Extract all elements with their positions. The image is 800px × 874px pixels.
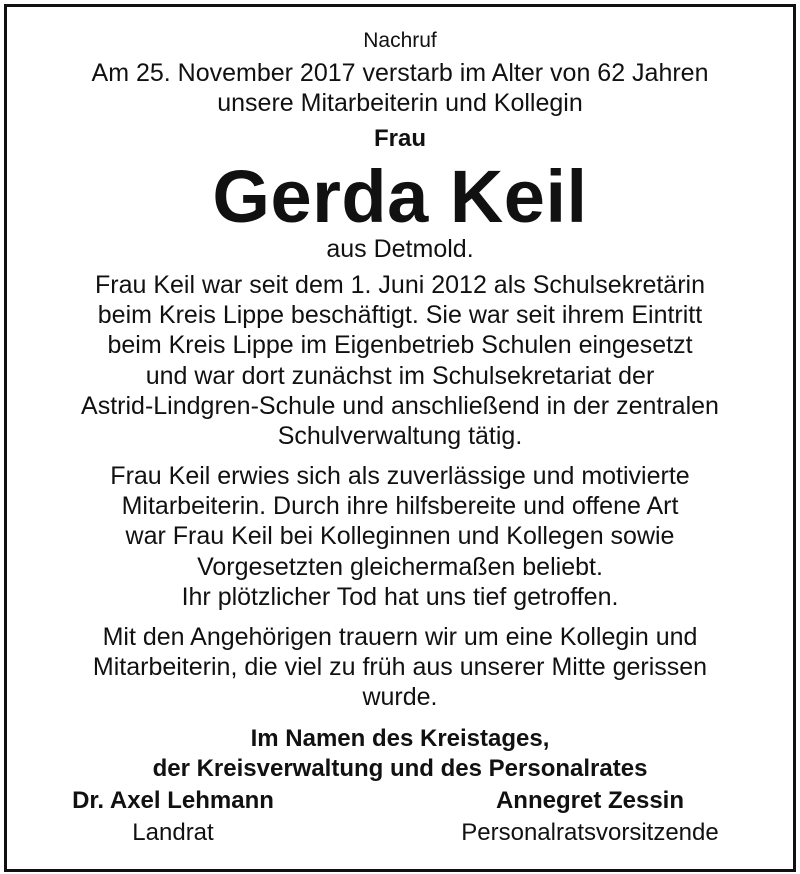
paragraph-line: Mitarbeiterin, die viel zu früh aus unserer Mitte gerissen [92, 653, 708, 682]
intro-text [0, 58, 800, 118]
paragraph-line: Ihr plötzlicher Tod hat uns tief getroffen. [181, 582, 619, 611]
signatory-name: Dr. Axel Lehmann [72, 787, 274, 814]
paragraph-tribute [0, 461, 800, 612]
origin: aus Detmold. [326, 235, 474, 263]
paragraph-line: beim Kreis Lippe beschäftigt. Sie war seit ihrem Eintritt [97, 301, 703, 330]
signatory-name: Annegret Zessin [495, 787, 685, 814]
paragraph-line: beim Kreis Lippe im Eigenbetrieb Schulen eingesetzt [107, 331, 693, 360]
paragraph-career [0, 270, 800, 451]
paragraph-line: war Frau Keil bei Kolleginnen und Kollegen sowie [125, 522, 675, 551]
paragraph-condolence [0, 622, 800, 713]
intro-line: Am 25. November 2017 verstarb im Alter von 62 Jahren [91, 59, 709, 87]
notice-heading: Nachruf [363, 29, 437, 52]
deceased-name: Gerda Keil [212, 155, 588, 238]
closing-statement [0, 724, 800, 784]
closing-line: Im Namen des Kreistages, [250, 725, 550, 752]
paragraph-line: Astrid-Lindgren-Schule und anschließend in der zentralen [81, 391, 719, 420]
paragraph-line: Schulverwaltung tätig. [277, 422, 523, 451]
signatory-personalrat [430, 786, 750, 848]
paragraph-line: Frau Keil war seit dem 1. Juni 2012 als Schulsekretärin [94, 271, 705, 299]
intro-line: unsere Mitarbeiterin und Kollegin [217, 89, 583, 117]
signatory-role: Landrat [132, 819, 214, 846]
paragraph-line: Frau Keil erwies sich als zuverlässige und motivierte [110, 462, 690, 490]
paragraph-line: wurde. [362, 683, 438, 712]
paragraph-line: Mit den Angehörigen trauern wir um eine Kollegin und [102, 623, 698, 651]
paragraph-line: und war dort zunächst im Schulsekretariat der [145, 361, 655, 390]
paragraph-line: Vorgesetzten gleichermaßen beliebt. [197, 552, 603, 581]
signatory-role: Personalratsvorsitzende [461, 819, 719, 846]
closing-line: der Kreisverwaltung und des Personalrates [152, 755, 648, 782]
signatory-landrat [38, 786, 308, 848]
salutation: Frau [373, 125, 426, 152]
paragraph-line: Mitarbeiterin. Durch ihre hilfsbereite und offene Art [121, 492, 679, 521]
